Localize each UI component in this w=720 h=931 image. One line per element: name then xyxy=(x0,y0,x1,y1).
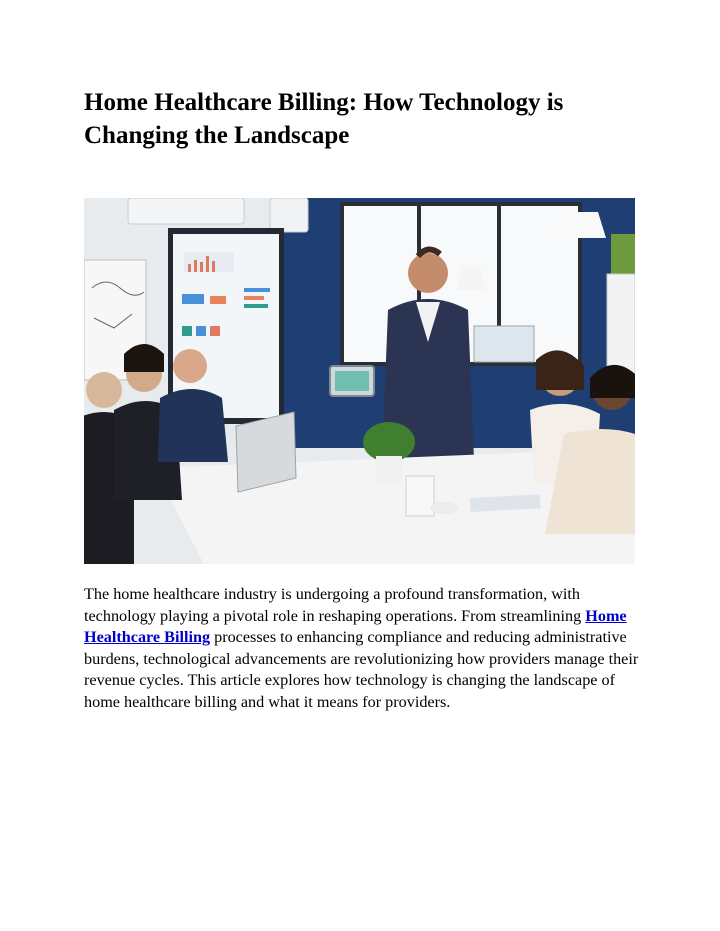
article-title: Home Healthcare Billing: How Technology is Changing the Landscape xyxy=(84,89,564,149)
home-healthcare-billing-link[interactable]: Home Healthcare Billing xyxy=(84,606,627,646)
article-photo xyxy=(84,198,635,564)
paragraph-text-before: The home healthcare industry is undergoing a profound transformation, with technology playing a pivotal role in reshaping operations. From streamlining xyxy=(84,585,586,625)
meeting-illustration xyxy=(84,198,635,564)
paragraph-text-after: processes to enhancing compliance and reducing administrative burdens, technological advancements are revolutionizing how providers manage their revenue cycles. This article explores how technology is changing the landscape of home healthcare billing and what it means for providers. xyxy=(84,628,639,711)
article-paragraph xyxy=(84,584,640,713)
